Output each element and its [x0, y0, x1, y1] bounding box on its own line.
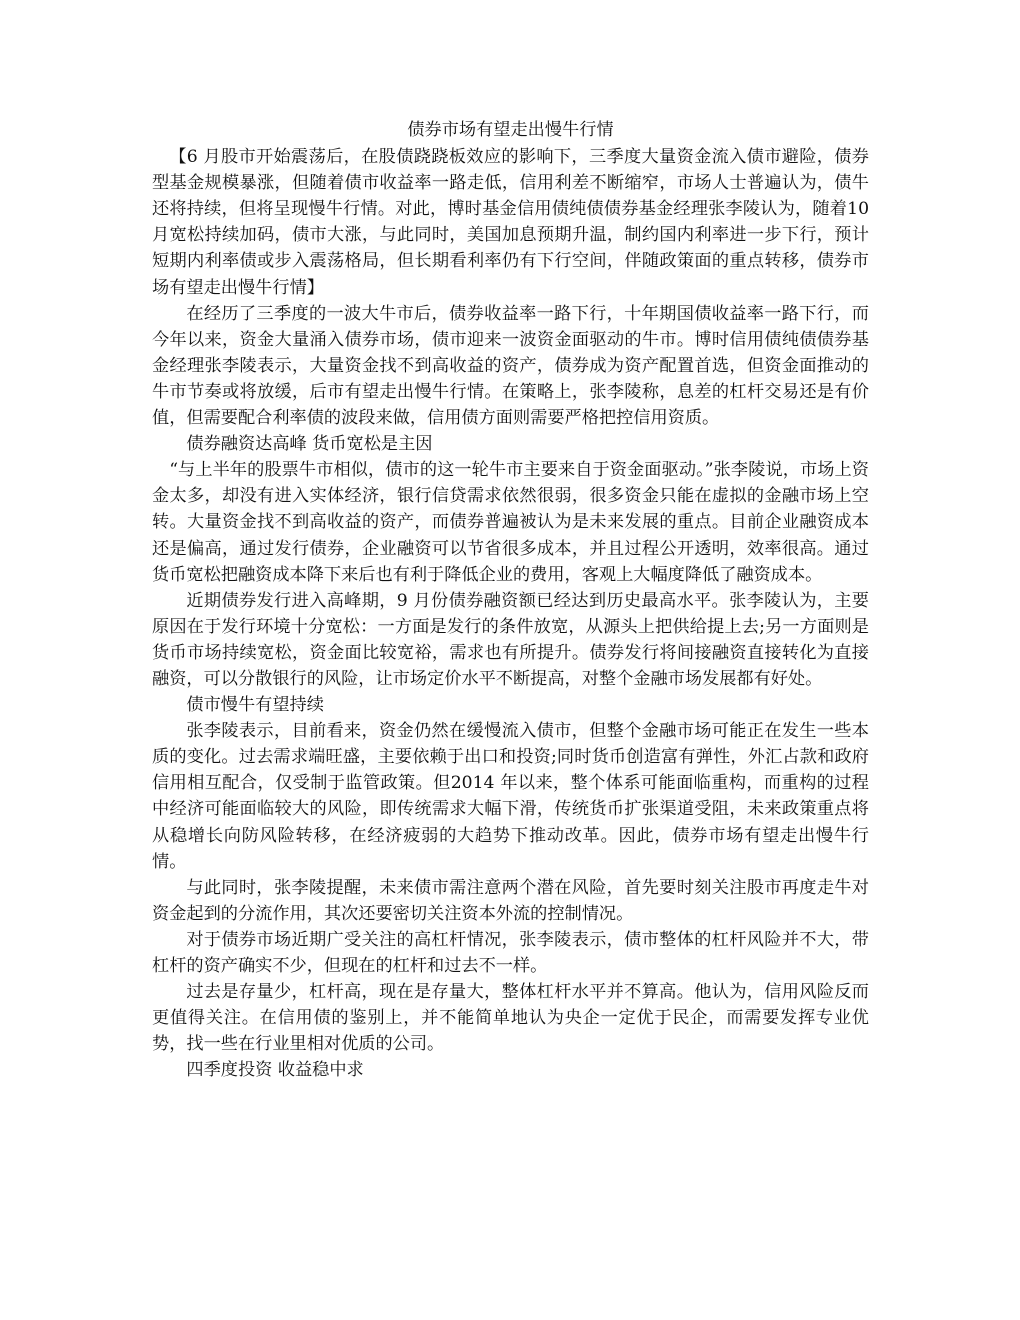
paragraph-6: 对于债券市场近期广受关注的高杠杆情况，张李陵表示，债市整体的杠杆风险并不大，带杠杆的资产确实不少，但现在的杠杆和过去不一样。	[152, 929, 869, 976]
paragraph-5: 与此同时，张李陵提醒，未来债市需注意两个潜在风险，首先要时刻关注股市再度走牛对资金起到的分流作用，其次还要密切关注资本外流的控制情况。	[152, 877, 869, 924]
paragraph-3: 近期债券发行进入高峰期，9 月份债券融资额已经达到历史最高水平。张李陵认为，主要原因在于发行环境十分宽松：一方面是发行的条件放宽，从源头上把供给提上去;另一方面则是货币市场持续宽松，资金面比较宽裕，需求也有所提升。债券发行将间接融资直接转化为直接融资，可以分散银行的风险，让市场定价水平不断提高，对整个金融市场发展都有好处。	[152, 590, 869, 689]
lead-paragraph: 【6 月股市开始震荡后，在股债跷跷板效应的影响下，三季度大量资金流入债市避险，债券型基金规模暴涨，但随着债市收益率一路走低，信用利差不断缩窄，市场人士普遍认为，债牛还将持续，但将呈现慢牛行情。对此，博时基金信用债纯债债券基金经理张李陵认为，随着10月宽松持续加码，债市大涨，与此同时，美国加息预期升温，制约国内利率进一步下行，预计短期内利率债或步入震荡格局，但长期看利率仍有下行空间，伴随政策面的重点转移，债券市场有望走出慢牛行情】	[152, 147, 869, 298]
article-body	[152, 117, 869, 1083]
paragraph-1: 在经历了三季度的一波大牛市后，债券收益率一路下行，十年期国债收益率一路下行，而今年以来，资金大量涌入债券市场，债市迎来一波资金面驱动的牛市。博时信用债纯债债券基金经理张李陵表示，大量资金找不到高收益的资产，债券成为资产配置首选，但资金面推动的牛市节奏或将放缓，后市有望走出慢牛行情。在策略上，张李陵称，息差的杠杆交易还是有价值，但需要配合利率债的波段来做，信用债方面则需要严格把控信用资质。	[152, 303, 869, 429]
section-heading-1: 债券融资达高峰 货币宽松是主因	[186, 434, 433, 455]
paragraph-2: “与上半年的股票牛市相似，债市的这一轮牛市主要来自于资金面驱动。”张李陵说，市场上资金太多，却没有进入实体经济，银行信贷需求依然很弱，很多资金只能在虚拟的金融市场上空转。大量资金找不到高收益的资产，而债券普遍被认为是未来发展的重点。目前企业融资成本还是偏高，通过发行债券，企业融资可以节省很多成本，并且过程公开透明，效率很高。通过货币宽松把融资成本降下来后也有利于降低企业的费用，客观上大幅度降低了融资成本。	[152, 460, 869, 585]
section-heading-3: 四季度投资 收益稳中求	[186, 1060, 364, 1081]
paragraph-7: 过去是存量少，杠杆高，现在是存量大，整体杠杆水平并不算高。他认为，信用风险反而更值得关注。在信用债的鉴别上，并不能简单地认为央企一定优于民企，而需要发挥专业优势，找一些在行业里相对优质的公司。	[152, 982, 869, 1055]
article-title: 债券市场有望走出慢牛行情	[407, 120, 614, 140]
section-heading-2: 债市慢牛有望持续	[186, 695, 324, 716]
paragraph-4: 张李陵表示，目前看来，资金仍然在缓慢流入债市，但整个金融市场可能正在发生一些本质的变化。过去需求端旺盛，主要依赖于出口和投资;同时货币创造富有弹性，外汇占款和政府信用相互配合，仅受制于监管政策。但2014 年以来，整个体系可能面临重构，而重构的过程中经济可能面临较大的风险，即传统需求大幅下滑，传统货币扩张渠道受阻，未来政策重点将从稳增长向防风险转移，在经济疲弱的大趋势下推动改革。因此，债券市场有望走出慢牛行情。	[152, 721, 869, 872]
